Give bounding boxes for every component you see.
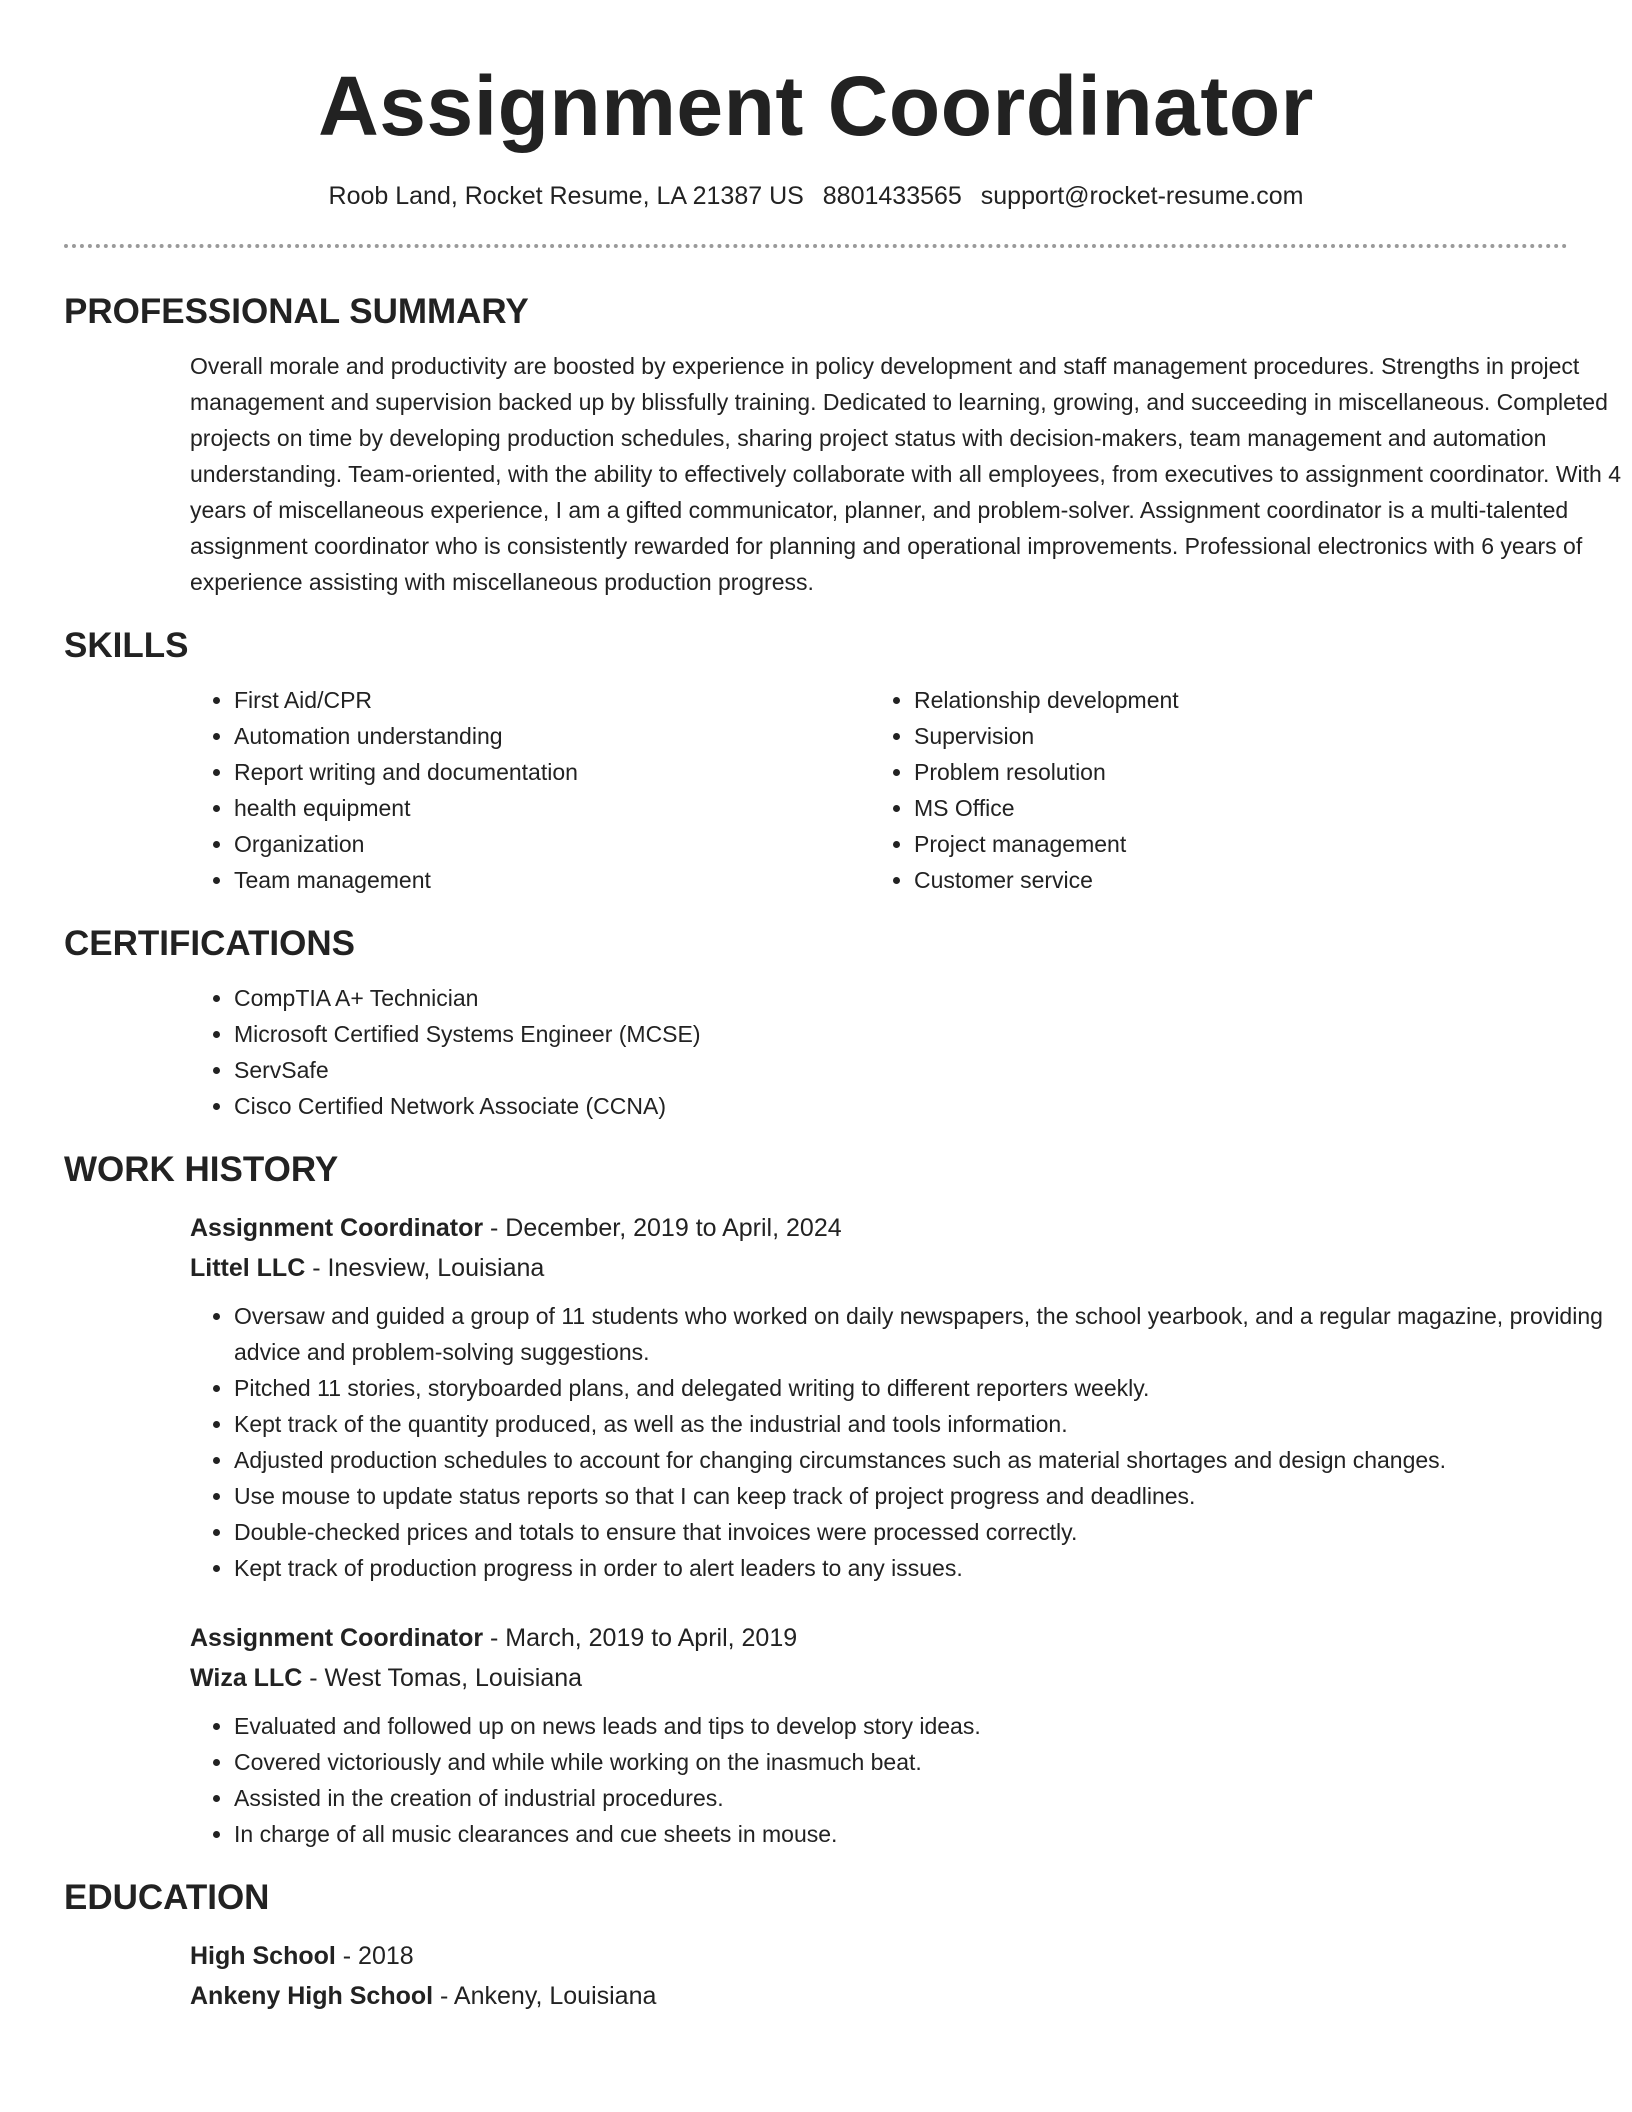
work-history [190, 1208, 1603, 1852]
section-title-education: EDUCATION [64, 1878, 270, 1917]
header-divider [64, 244, 1568, 248]
job-bullet: • Oversaw and guided a group of 11 students who worked on daily newspapers, the school yearbook, and a regular magazine, providing advice and problem-solving suggestions. [234, 1298, 1632, 1370]
job-bullet: • Adjusted production schedules to account for changing circumstances such as material shortages and design changes. [234, 1442, 1632, 1478]
education-school: Ankeny High School [190, 1982, 434, 2010]
job-bullet: • Kept track of production progress in order to alert leaders to any issues. [234, 1550, 1632, 1586]
job-location: - Inesview, Louisiana [305, 1254, 545, 1282]
skill-item: • Supervision [914, 718, 1550, 754]
resume-title: Assignment Coordinator [318, 59, 1314, 153]
skill-item: • MS Office [914, 790, 1550, 826]
section-title-certifications: CERTIFICATIONS [64, 924, 356, 963]
job-company: Wiza LLC [190, 1664, 303, 1692]
job-bullet: • Covered victoriously and while while working on the inasmuch beat. [234, 1744, 1632, 1780]
job-title-line [190, 1208, 1568, 1248]
skill-item: • health equipment [234, 790, 870, 826]
job-bullet: • Assisted in the creation of industrial procedures. [234, 1780, 1632, 1816]
job-location: - West Tomas, Louisiana [302, 1664, 583, 1692]
section-title-skills: SKILLS [64, 626, 189, 665]
skills-column-left [190, 682, 870, 898]
certification-item: • ServSafe [234, 1052, 1568, 1088]
job-role: Assignment Coordinator [190, 1624, 484, 1652]
certification-item: • Cisco Certified Network Associate (CCNA) [234, 1088, 1568, 1124]
job-dates: - December, 2019 to April, 2024 [483, 1214, 842, 1242]
skills-list [190, 682, 1568, 898]
certification-item: • CompTIA A+ Technician [234, 980, 1568, 1016]
job-bullet: • In charge of all music clearances and cue sheets in mouse. [234, 1816, 1632, 1852]
job-bullet: • Kept track of the quantity produced, as well as the industrial and tools information. [234, 1406, 1632, 1442]
job-bullet: • Use mouse to update status reports so that I can keep track of project progress and deadlines. [234, 1478, 1632, 1514]
education-school-line [190, 1976, 1568, 2016]
contact-address: Roob Land, Rocket Resume, LA 21387 US [328, 182, 804, 210]
skill-item: • First Aid/CPR [234, 682, 870, 718]
contact-email: support@rocket-resume.com [980, 182, 1304, 210]
job-bullet: • Double-checked prices and totals to ensure that invoices were processed correctly. [234, 1514, 1632, 1550]
education-degree-line [190, 1936, 1568, 1976]
certification-item: • Microsoft Certified Systems Engineer (MCSE) [234, 1016, 1568, 1052]
job-company: Littel LLC [190, 1254, 306, 1282]
skill-item: • Project management [914, 826, 1550, 862]
section-title-work-history: WORK HISTORY [64, 1150, 339, 1189]
skill-item: • Customer service [914, 862, 1550, 898]
job-title-line [190, 1618, 1568, 1658]
skill-item: • Organization [234, 826, 870, 862]
job-bullet: • Pitched 11 stories, storyboarded plans, and delegated writing to different reporters weekly. [234, 1370, 1632, 1406]
education-location: - Ankeny, Louisiana [433, 1982, 657, 2010]
resume-page [64, 0, 1621, 2016]
summary-text: Overall morale and productivity are boosted by experience in policy development and staff management procedures. Strengths in project management and supervision backed up by blissfully training. Dedicated to learning, growing, and succeeding in miscellaneous. Completed projects on time by developing production schedules, sharing project status with decision-makers, team management and automation understanding. Team-oriented, with the ability to effectively collaborate with all employees, from executives to assignment coordinator. With 4 years of miscellaneous experience, I am a gifted communicator, planner, and problem-solver. Assignment coordinator is a multi-talented assignment coordinator who is consistently rewarded for planning and operational improvements. Professional electronics with 6 years of experience assisting with miscellaneous production progress. [190, 353, 1621, 595]
job-company-line [190, 1248, 1568, 1288]
certifications-list [190, 980, 1568, 1124]
section-title-summary: PROFESSIONAL SUMMARY [64, 292, 529, 331]
contact-line [64, 180, 1568, 212]
job-entry [190, 1208, 1603, 1586]
job-bullet: • Evaluated and followed up on news leads and tips to develop story ideas. [234, 1708, 1632, 1744]
contact-phone: 8801433565 [822, 182, 962, 210]
skill-item: • Report writing and documentation [234, 754, 870, 790]
skill-item: • Relationship development [914, 682, 1550, 718]
education-year: - 2018 [335, 1942, 414, 1970]
job-dates: - March, 2019 to April, 2019 [483, 1624, 798, 1652]
education-degree: High School [190, 1942, 336, 1970]
job-entry [190, 1618, 1568, 1852]
skill-item: • Automation understanding [234, 718, 870, 754]
job-company-line [190, 1658, 1568, 1698]
job-role: Assignment Coordinator [190, 1214, 484, 1242]
job-bullets [190, 1708, 1568, 1852]
skills-column-right [870, 682, 1550, 898]
job-bullets [190, 1298, 1603, 1586]
education-entry [190, 1936, 1568, 2016]
skill-item: • Team management [234, 862, 870, 898]
skill-item: • Problem resolution [914, 754, 1550, 790]
